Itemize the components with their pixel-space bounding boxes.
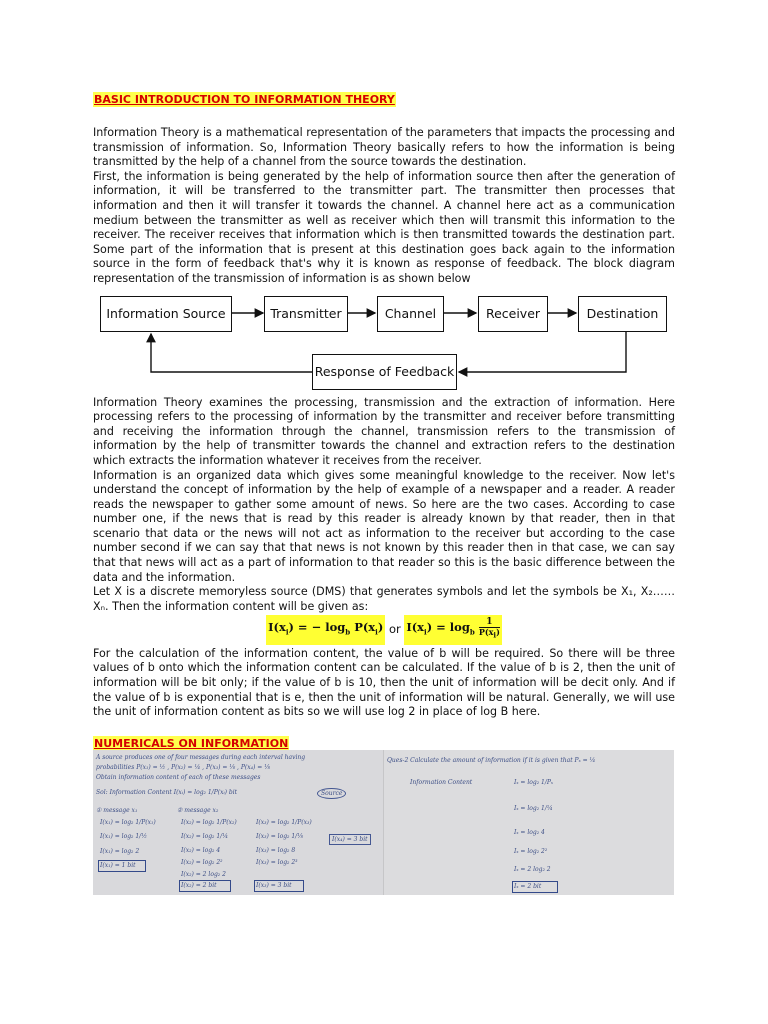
box-receiver: Receiver	[478, 296, 548, 332]
formula-negative-log: $I(x_i)$ = − $\log_b P(x_i)$	[266, 615, 385, 644]
box-channel: Channel	[377, 296, 444, 332]
handwritten-notes-image	[93, 750, 674, 895]
formula-fraction: $\frac{1}{P(x_i)}$	[478, 616, 500, 640]
box-response-of-feedback: Response of Feedback	[312, 354, 457, 390]
box-destination: Destination	[578, 296, 667, 332]
heading-basic-introduction: BASIC INTRODUCTION TO INFORMATION THEORY	[94, 93, 395, 106]
box-information-source: Information Source	[100, 296, 232, 332]
handwritten-notes-question-2: Ques-2 Calculate the amount of information if it is given that Pₓ = ¼ Information Content Iₓ = log₂ 1/Pₓ Iₓ = log₂ 1/¼ Iₓ = log₂ 4 Iₓ = log₂ 2² Iₓ = 2 log₂ 2 Iₓ = 2 bit	[383, 750, 674, 895]
heading-numericals: NUMERICALS ON INFORMATION	[94, 736, 289, 750]
paragraph-intro: Information Theory is a mathematical representation of the parameters that impacts the processing and transmission of information. So, Information Theory basically refers to how the information is being transmitted by the help of a channel from the source towards the destination.	[93, 126, 675, 169]
paragraph-newspaper: Information is an organized data which gives some meaningful knowledge to the receiver. Now let's understand the concept of information by the help of example of a newspaper and a reader. A reader reads the newspaper to gather some amount of news. So here are the two cases. According to case number one, if the news that is read by this reader is already known by that reader, then in that scenario that data or the news will not act as information to the receiver but according to the case number second if we can say that that news is not known by this reader then in that case, we can say that that news will act as a part of information to that reader so this is the basic difference between the data and the information.	[93, 468, 675, 584]
answer-box	[512, 881, 558, 893]
answer-box	[254, 880, 304, 892]
block-diagram	[93, 294, 675, 391]
paragraph-units: For the calculation of the information content, the value of b will be required. So there will be three values of b onto which the information content can be calculated. If the value of b is 2, then the unit of information will be bit only; if the value of b is 10, then the unit of information will be decit only. And if the value of b is exponential that is e, then the unit of information will be natural. Generally, we will use the unit of information content as bits so we will use log 2 in place of log B here.	[93, 646, 675, 719]
box-transmitter: Transmitter	[264, 296, 348, 332]
paragraph-dms: Let X is a discrete memoryless source (DMS) that generates symbols and let the symbols be X₁, X₂……Xₙ. Then the information content will be given as:	[93, 585, 675, 613]
information-content-formula	[93, 615, 675, 644]
document-page	[93, 88, 675, 751]
formula-or: or	[388, 622, 401, 637]
answer-box	[179, 880, 231, 892]
answer-box	[98, 860, 146, 872]
handwritten-notes-question-1: A source produces one of four messages during each interval having probabilities P(x₁) = ½ , P(x₂) = ¼ , P(x₃) = ⅛ , P(x₄) = ⅛ Obtain information content of each of these messages Sol: Information Content I(xᵢ) = log₂ 1/P(xᵢ) bit ① message x₁ ② message x₂ I(x₁) = log₂ 1/P(x₁) I(x₂) = log₂ 1/P(x₂) I(x₁) = log₂ 1/½ I(x₂) = log₂ 1/¼ I(x₁) = log₂ 2 I(x₂) = log₂ 4 I(x₁) = 1 bit I(x₂) = log₂ 2² I(x₂) = 2 log₂ 2 I(x₂) = 2 bit I(x₃) = log₂ 1/P(x₃) I(x₃) = log₂ 1/⅛ I(x₃) = log₂ 8 I(x₃) = log₂ 2³ I(x₃) = 3 bit Source I(x₄) = 3 bit	[93, 750, 383, 895]
paragraph-transmission: First, the information is being generated by the help of information source then after the generation of information, it will be transferred to the transmitter part. The transmitter then processes that information and then it will transfer it towards the channel. A channel here act as a communication medium between the transmitter as well as receiver which then will transmit this information to the receiver. The receiver receives that information which is then transmitted towards the destination part. Some part of the information that is present at this destination goes back again to the information source in the form of feedback that's why it is known as response of feedback. The block diagram representation of the transmission of information is as shown below	[93, 169, 675, 285]
formula-reciprocal-log: $I(x_i) = \log_b$ $\frac{1}{P(x_i)}$	[404, 615, 502, 644]
paragraph-processing: Information Theory examines the processing, transmission and the extraction of information. Here processing refers to the processing of information by the transmitter and receiver before transmitting and receiving the information through the channel, transmission refers to the transmission of information by the help of transmitter towards the channel and extraction refers to the destination which extracts the information whatever it receives from the receiver.	[93, 395, 675, 467]
